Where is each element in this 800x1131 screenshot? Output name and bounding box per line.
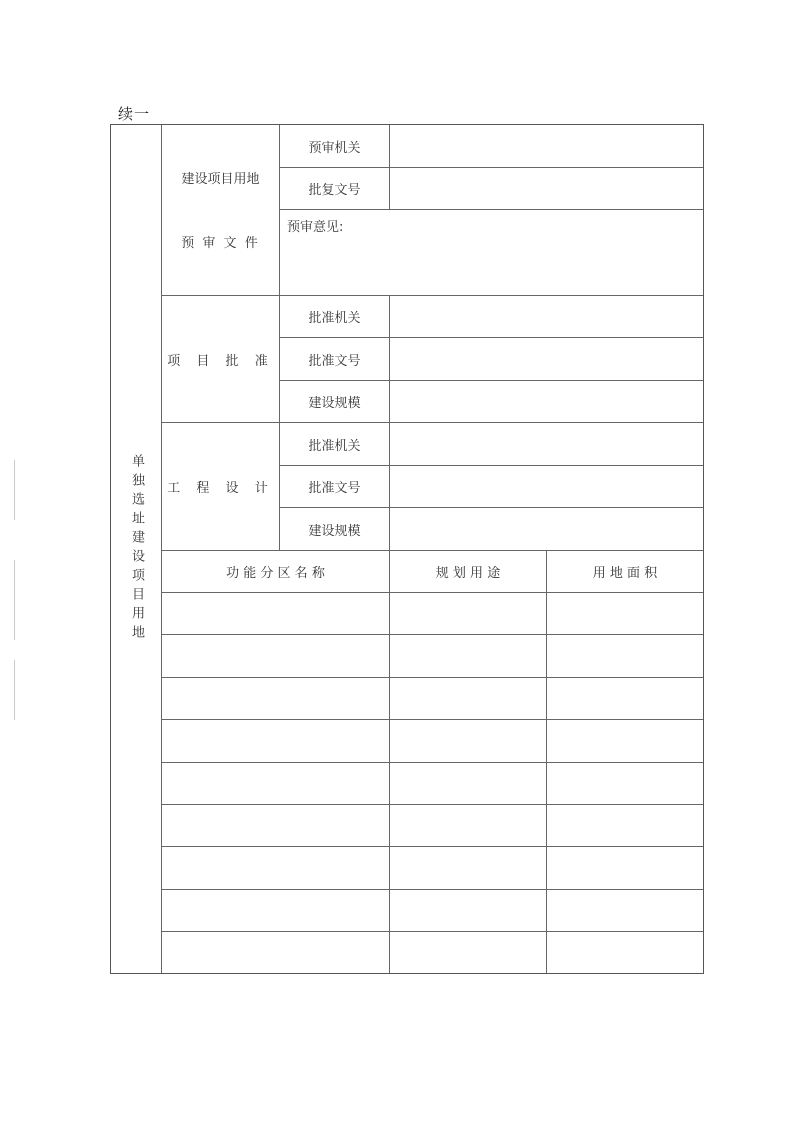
preliminary-doc-number-label: 批复文号 xyxy=(308,183,361,198)
preliminary-doc-number-field[interactable] xyxy=(390,168,703,209)
zone-name-cell[interactable] xyxy=(162,805,389,846)
scan-margin-mark xyxy=(14,560,15,640)
zone-use-cell[interactable] xyxy=(390,635,546,677)
zone-name-cell[interactable] xyxy=(162,593,389,634)
zone-area-cell[interactable] xyxy=(547,763,703,804)
zones-header-name: 功 能 分 区 名 称 xyxy=(226,566,325,581)
zone-area-cell[interactable] xyxy=(547,635,703,677)
engineering-design-authority-label: 批准机关 xyxy=(308,438,361,454)
land-use-form xyxy=(110,124,704,974)
zone-use-cell[interactable] xyxy=(390,678,546,719)
preliminary-authority-label: 预审机关 xyxy=(308,140,361,156)
zone-area-cell[interactable] xyxy=(547,890,703,931)
zone-name-cell[interactable] xyxy=(162,847,389,889)
zone-area-cell[interactable] xyxy=(547,805,703,846)
project-approval-authority-field[interactable] xyxy=(390,296,703,337)
zones-header-area: 用 地 面 积 xyxy=(592,566,658,581)
zones-header-planned-use: 规 划 用 途 xyxy=(435,566,501,581)
side-label xyxy=(111,125,162,973)
project-approval-scale-label: 建设规模 xyxy=(308,396,361,411)
engineering-design-scale-label: 建设规模 xyxy=(308,523,361,539)
zone-use-cell[interactable] xyxy=(390,763,546,804)
preliminary-opinion-field[interactable] xyxy=(287,237,697,291)
page-title: 续一 xyxy=(118,105,151,123)
zone-name-cell[interactable] xyxy=(162,635,389,677)
zone-use-cell[interactable] xyxy=(390,890,546,931)
preliminary-group-label-line1: 建设项目用地 xyxy=(181,171,260,187)
zone-use-cell[interactable] xyxy=(390,932,546,973)
zone-name-cell[interactable] xyxy=(162,890,389,931)
engineering-design-authority-field[interactable] xyxy=(390,423,703,465)
project-approval-scale-field[interactable] xyxy=(390,381,703,422)
preliminary-group-label-line2: 预 审 文 件 xyxy=(181,235,260,251)
zone-area-cell[interactable] xyxy=(547,593,703,634)
project-approval-group-label: 项 目 批 准 xyxy=(167,353,274,369)
side-label-text: 单独选址建设项目用地 xyxy=(129,454,144,644)
zone-use-cell[interactable] xyxy=(390,805,546,846)
zone-use-cell[interactable] xyxy=(390,847,546,889)
preliminary-authority-field[interactable] xyxy=(390,125,703,167)
project-approval-doc-number-field[interactable] xyxy=(390,338,703,380)
divider xyxy=(279,209,703,210)
engineering-design-group-label: 工 程 设 计 xyxy=(167,481,274,496)
project-approval-authority-label: 批准机关 xyxy=(308,311,361,326)
preliminary-opinion-label: 预审意见: xyxy=(287,219,344,235)
engineering-design-scale-field[interactable] xyxy=(390,508,703,550)
engineering-design-doc-number-field[interactable] xyxy=(390,466,703,507)
zone-name-cell[interactable] xyxy=(162,932,389,973)
zone-name-cell[interactable] xyxy=(162,763,389,804)
zone-use-cell[interactable] xyxy=(390,593,546,634)
zone-area-cell[interactable] xyxy=(547,678,703,719)
zone-use-cell[interactable] xyxy=(390,720,546,762)
zone-name-cell[interactable] xyxy=(162,678,389,719)
engineering-design-doc-number-label: 批准文号 xyxy=(308,481,361,496)
zone-area-cell[interactable] xyxy=(547,720,703,762)
project-approval-doc-number-label: 批准文号 xyxy=(308,353,361,369)
zone-area-cell[interactable] xyxy=(547,847,703,889)
scan-margin-mark xyxy=(14,460,15,520)
scan-margin-mark xyxy=(14,660,15,720)
zone-name-cell[interactable] xyxy=(162,720,389,762)
zone-area-cell[interactable] xyxy=(547,932,703,973)
